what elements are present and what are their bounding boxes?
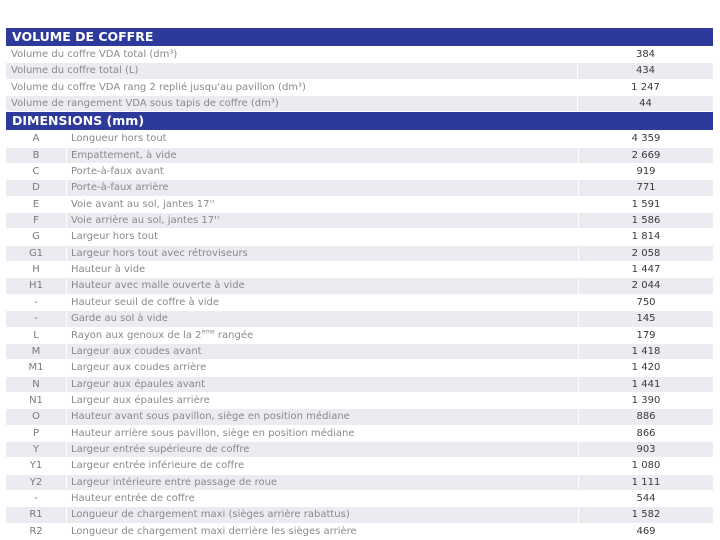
dimensions-rows xyxy=(6,131,713,540)
dimension-row xyxy=(6,393,713,409)
dimension-row-code: C xyxy=(6,164,67,179)
dimension-row-label: Largeur aux coudes avant xyxy=(67,344,579,359)
dimension-row-value: 1 586 xyxy=(579,213,713,228)
dimension-row xyxy=(6,131,713,147)
dimension-row-code: P xyxy=(6,426,67,441)
dimension-row-label: Largeur entrée inférieure de coffre xyxy=(67,458,579,473)
dimension-row-label: Voie arrière au sol, jantes 17'' xyxy=(67,213,579,228)
dimension-row-code: R2 xyxy=(6,524,67,539)
dimension-row-label: Largeur hors tout xyxy=(67,229,579,244)
dimension-row-label: Porte-à-faux arrière xyxy=(67,180,579,195)
volume-row-label: Volume du coffre total (L) xyxy=(6,63,578,78)
dimension-row-code: Y1 xyxy=(6,458,67,473)
dimension-row-value: 1 111 xyxy=(579,475,713,490)
dimension-row xyxy=(6,328,713,344)
dimension-row-code: R1 xyxy=(6,507,67,522)
dimension-row-label: Hauteur entrée de coffre xyxy=(67,491,579,506)
dimension-row-label: Hauteur à vide xyxy=(67,262,579,277)
dimension-row-value: 750 xyxy=(579,295,713,310)
dimension-row-label: Longueur de chargement maxi (sièges arrière rabattus) xyxy=(67,507,579,522)
dimension-row-label: Largeur aux épaules arrière xyxy=(67,393,579,408)
dimension-row-code: E xyxy=(6,197,67,212)
dimension-row-label: Longueur de chargement maxi derrière les sièges arrière xyxy=(67,524,579,539)
dimension-row-code: L xyxy=(6,328,67,343)
dimension-row xyxy=(6,458,713,474)
dimension-row xyxy=(6,409,713,425)
dimension-row xyxy=(6,344,713,360)
volume-row xyxy=(6,63,713,79)
dimension-row xyxy=(6,164,713,180)
dimension-row-label: Garde au sol à vide xyxy=(67,311,579,326)
volume-row-label: Volume du coffre VDA total (dm³) xyxy=(6,47,578,62)
dimension-row xyxy=(6,278,713,294)
dimension-row-code: H xyxy=(6,262,67,277)
dimension-row xyxy=(6,524,713,540)
dimension-row xyxy=(6,491,713,507)
dimension-row-value: 1 814 xyxy=(579,229,713,244)
dimension-row-label: Largeur hors tout avec rétroviseurs xyxy=(67,246,579,261)
dimension-row-code: D xyxy=(6,180,67,195)
dimension-row-label: Empattement, à vide xyxy=(67,148,579,163)
dimension-row xyxy=(6,262,713,278)
dimension-row-code: M1 xyxy=(6,360,67,375)
volume-row xyxy=(6,80,713,96)
dimension-row-code: F xyxy=(6,213,67,228)
dimension-row xyxy=(6,426,713,442)
dimension-row xyxy=(6,295,713,311)
dimension-row-label: Hauteur avant sous pavillon, siège en position médiane xyxy=(67,409,579,424)
dimension-row-label: Largeur aux épaules avant xyxy=(67,377,579,392)
volume-row-value: 1 247 xyxy=(578,80,713,95)
volume-rows xyxy=(6,47,713,112)
dimension-row-code: A xyxy=(6,131,67,146)
dimension-row xyxy=(6,475,713,491)
dimension-row xyxy=(6,442,713,458)
dimension-row xyxy=(6,311,713,327)
dimension-row-value: 1 418 xyxy=(579,344,713,359)
dimension-row-code: - xyxy=(6,295,67,310)
dimension-row-value: 469 xyxy=(579,524,713,539)
dimension-row-value: 2 058 xyxy=(579,246,713,261)
dimension-row-code: B xyxy=(6,148,67,163)
dimension-row-label: Voie avant au sol, jantes 17'' xyxy=(67,197,579,212)
dimensions-section-title: DIMENSIONS (mm) xyxy=(6,112,713,131)
dimension-row-value: 886 xyxy=(579,409,713,424)
dimension-row-label: Porte-à-faux avant xyxy=(67,164,579,179)
dimension-row-code: N xyxy=(6,377,67,392)
volume-row xyxy=(6,96,713,112)
dimension-row xyxy=(6,507,713,523)
dimension-row xyxy=(6,246,713,262)
dimension-row-label: Rayon aux genoux de la 2ème rangée xyxy=(67,328,579,343)
dimension-row-value: 544 xyxy=(579,491,713,506)
volume-row-value: 434 xyxy=(578,63,713,78)
dimension-row-code: - xyxy=(6,311,67,326)
dimension-row-label: Hauteur arrière sous pavillon, siège en position médiane xyxy=(67,426,579,441)
volume-row-value: 384 xyxy=(578,47,713,62)
dimension-row-label: Hauteur avec malle ouverte à vide xyxy=(67,278,579,293)
dimension-row-value: 1 080 xyxy=(579,458,713,473)
dimension-row-code: H1 xyxy=(6,278,67,293)
dimension-row-code: - xyxy=(6,491,67,506)
dimension-row-code: N1 xyxy=(6,393,67,408)
dimension-row-value: 1 420 xyxy=(579,360,713,375)
dimension-row-value: 1 591 xyxy=(579,197,713,212)
dimension-row-code: G xyxy=(6,229,67,244)
dimension-row xyxy=(6,229,713,245)
dimension-row-value: 145 xyxy=(579,311,713,326)
dimension-row-label: Longueur hors tout xyxy=(67,131,579,146)
dimension-row-code: O xyxy=(6,409,67,424)
dimension-row-value: 179 xyxy=(579,328,713,343)
dimension-row-value: 2 669 xyxy=(579,148,713,163)
dimension-row-value: 771 xyxy=(579,180,713,195)
dimension-row xyxy=(6,180,713,196)
spec-table xyxy=(6,28,713,540)
dimension-row-value: 2 044 xyxy=(579,278,713,293)
dimension-row-value: 1 447 xyxy=(579,262,713,277)
dimension-row-value: 4 359 xyxy=(579,131,713,146)
dimension-row-value: 919 xyxy=(579,164,713,179)
dimension-row-value: 1 390 xyxy=(579,393,713,408)
dimension-row xyxy=(6,197,713,213)
dimension-row-value: 866 xyxy=(579,426,713,441)
dimension-row-code: Y xyxy=(6,442,67,457)
dimension-row-label: Hauteur seuil de coffre à vide xyxy=(67,295,579,310)
volume-row-value: 44 xyxy=(578,96,713,111)
dimension-row-label: Largeur aux coudes arrière xyxy=(67,360,579,375)
dimension-row-value: 1 441 xyxy=(579,377,713,392)
dimension-row-code: G1 xyxy=(6,246,67,261)
dimension-row-label: Largeur intérieure entre passage de roue xyxy=(67,475,579,490)
dimension-row-label: Largeur entrée supérieure de coffre xyxy=(67,442,579,457)
dimension-row xyxy=(6,377,713,393)
volume-row xyxy=(6,47,713,63)
volume-row-label: Volume du coffre VDA rang 2 replié jusqu'au pavillon (dm³) xyxy=(6,80,578,95)
dimension-row-code: M xyxy=(6,344,67,359)
dimension-row-value: 903 xyxy=(579,442,713,457)
dimension-row xyxy=(6,360,713,376)
volume-section-title: VOLUME DE COFFRE xyxy=(6,28,713,47)
dimension-row xyxy=(6,148,713,164)
dimension-row-value: 1 582 xyxy=(579,507,713,522)
volume-row-label: Volume de rangement VDA sous tapis de coffre (dm³) xyxy=(6,96,578,111)
dimension-row-code: Y2 xyxy=(6,475,67,490)
dimension-row xyxy=(6,213,713,229)
